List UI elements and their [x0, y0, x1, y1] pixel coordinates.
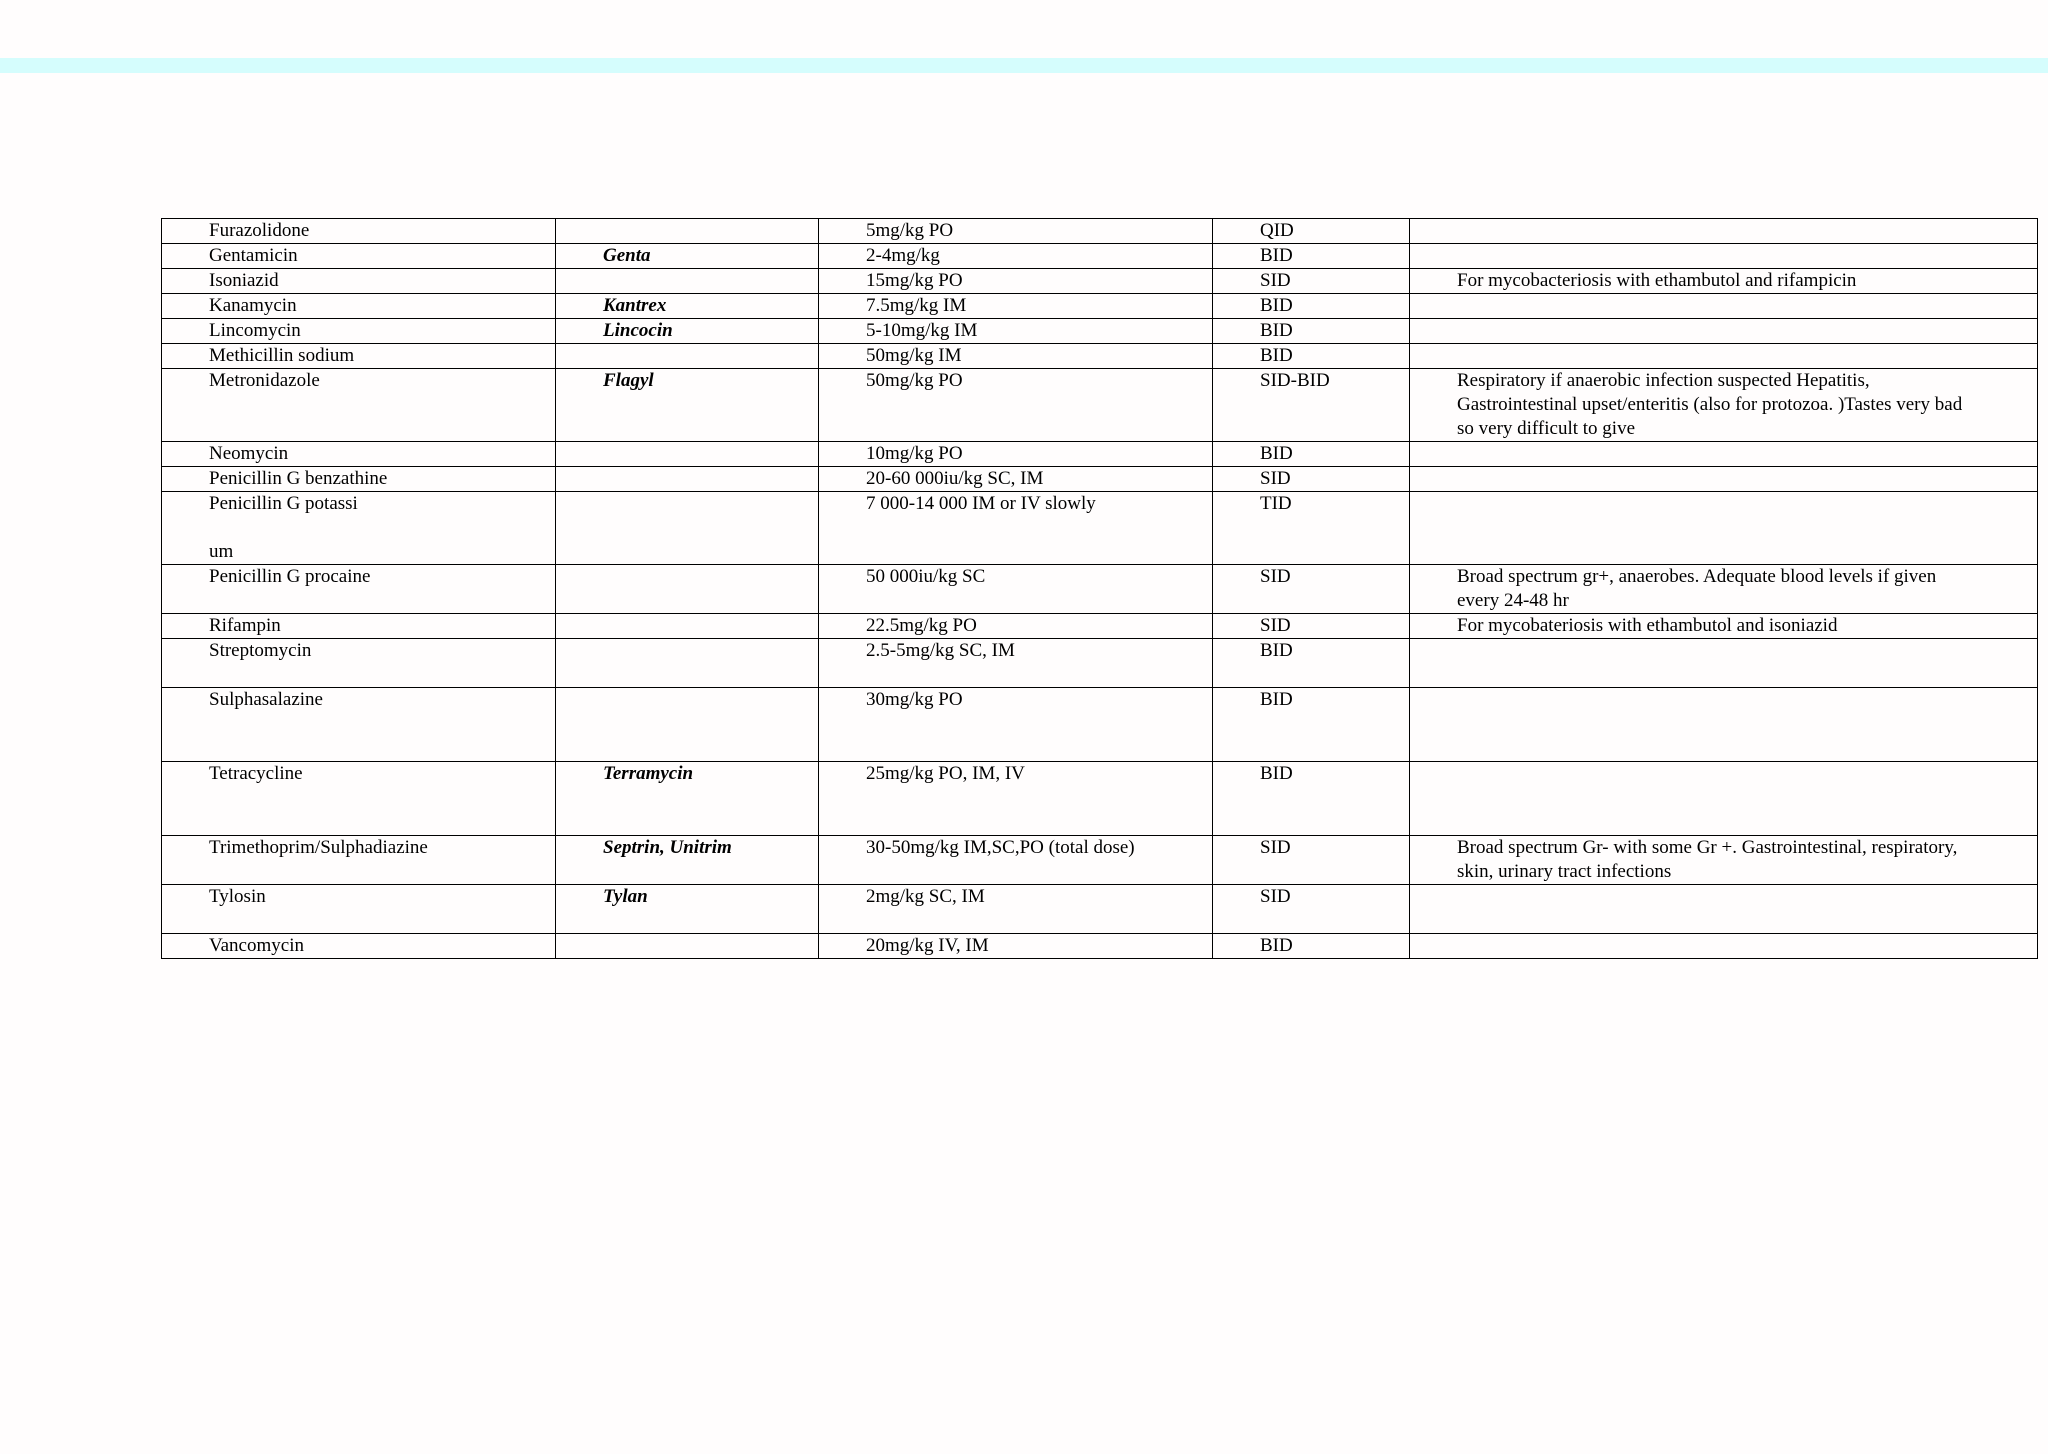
- antibiotic-dosage-table: [161, 218, 2038, 959]
- table-row: [162, 244, 2038, 269]
- table-row: [162, 492, 2038, 565]
- trade-name-cell: Kantrex: [556, 294, 819, 319]
- dose-cell: 50mg/kg PO: [819, 369, 1213, 442]
- table-row: [162, 219, 2038, 244]
- drug-name-cell: Penicillin G procaine: [162, 565, 556, 614]
- notes-cell: [1410, 219, 2038, 244]
- trade-name-cell: Terramycin: [556, 762, 819, 836]
- trade-name-cell: [556, 614, 819, 639]
- table-row: [162, 762, 2038, 836]
- dose-cell: 5mg/kg PO: [819, 219, 1213, 244]
- frequency-cell: SID: [1213, 467, 1410, 492]
- trade-name-cell: [556, 934, 819, 959]
- trade-name-cell: [556, 269, 819, 294]
- table-body: [162, 219, 2038, 959]
- frequency-cell: BID: [1213, 442, 1410, 467]
- notes-cell: [1410, 294, 2038, 319]
- notes-cell: [1410, 639, 2038, 688]
- frequency-cell: BID: [1213, 244, 1410, 269]
- trade-name-cell: [556, 639, 819, 688]
- table-row: [162, 467, 2038, 492]
- table-row: [162, 885, 2038, 934]
- trade-name-cell: Tylan: [556, 885, 819, 934]
- notes-cell: Broad spectrum gr+, anaerobes. Adequate blood levels if given every 24-48 hr: [1410, 565, 2038, 614]
- table-row: [162, 565, 2038, 614]
- dose-cell: 7 000-14 000 IM or IV slowly: [819, 492, 1213, 565]
- frequency-cell: SID: [1213, 885, 1410, 934]
- frequency-cell: SID: [1213, 614, 1410, 639]
- trade-name-cell: [556, 688, 819, 762]
- drug-name-cell: Neomycin: [162, 442, 556, 467]
- dose-cell: 22.5mg/kg PO: [819, 614, 1213, 639]
- trade-name-cell: [556, 344, 819, 369]
- dose-cell: 7.5mg/kg IM: [819, 294, 1213, 319]
- trade-name-cell: [556, 442, 819, 467]
- table-row: [162, 688, 2038, 762]
- table-row: [162, 294, 2038, 319]
- dose-cell: 30-50mg/kg IM,SC,PO (total dose): [819, 836, 1213, 885]
- frequency-cell: BID: [1213, 294, 1410, 319]
- dose-cell: 2.5-5mg/kg SC, IM: [819, 639, 1213, 688]
- dose-cell: 5-10mg/kg IM: [819, 319, 1213, 344]
- trade-name-cell: [556, 492, 819, 565]
- dose-cell: 2mg/kg SC, IM: [819, 885, 1213, 934]
- table-row: [162, 934, 2038, 959]
- frequency-cell: TID: [1213, 492, 1410, 565]
- dose-cell: 25mg/kg PO, IM, IV: [819, 762, 1213, 836]
- table-row: [162, 319, 2038, 344]
- drug-name-cell: Streptomycin: [162, 639, 556, 688]
- drug-name-cell: Sulphasalazine: [162, 688, 556, 762]
- frequency-cell: BID: [1213, 639, 1410, 688]
- dose-cell: 15mg/kg PO: [819, 269, 1213, 294]
- drug-name-cell: Trimethoprim/Sulphadiazine: [162, 836, 556, 885]
- drug-name-cell: Kanamycin: [162, 294, 556, 319]
- notes-cell: For mycobateriosis with ethambutol and isoniazid: [1410, 614, 2038, 639]
- dose-cell: 20-60 000iu/kg SC, IM: [819, 467, 1213, 492]
- table-row: [162, 836, 2038, 885]
- notes-cell: [1410, 467, 2038, 492]
- frequency-cell: SID: [1213, 269, 1410, 294]
- frequency-cell: BID: [1213, 344, 1410, 369]
- top-color-band: [0, 58, 2048, 73]
- drug-name-cell: Lincomycin: [162, 319, 556, 344]
- frequency-cell: BID: [1213, 688, 1410, 762]
- drug-name-cell: Penicillin G potassi um: [162, 492, 556, 565]
- dose-cell: 10mg/kg PO: [819, 442, 1213, 467]
- table-row: [162, 344, 2038, 369]
- notes-cell: [1410, 762, 2038, 836]
- trade-name-cell: [556, 565, 819, 614]
- trade-name-cell: Genta: [556, 244, 819, 269]
- drug-name-cell: Isoniazid: [162, 269, 556, 294]
- notes-cell: For mycobacteriosis with ethambutol and rifampicin: [1410, 269, 2038, 294]
- dose-cell: 20mg/kg IV, IM: [819, 934, 1213, 959]
- table-row: [162, 639, 2038, 688]
- drug-name-cell: Tetracycline: [162, 762, 556, 836]
- dose-cell: 30mg/kg PO: [819, 688, 1213, 762]
- frequency-cell: BID: [1213, 762, 1410, 836]
- trade-name-cell: Lincocin: [556, 319, 819, 344]
- dose-cell: 2-4mg/kg: [819, 244, 1213, 269]
- notes-cell: [1410, 492, 2038, 565]
- frequency-cell: SID: [1213, 565, 1410, 614]
- notes-cell: [1410, 934, 2038, 959]
- drug-name-cell: Gentamicin: [162, 244, 556, 269]
- notes-cell: [1410, 442, 2038, 467]
- drug-name-cell: Methicillin sodium: [162, 344, 556, 369]
- dose-cell: 50mg/kg IM: [819, 344, 1213, 369]
- trade-name-cell: [556, 219, 819, 244]
- drug-name-cell: Penicillin G benzathine: [162, 467, 556, 492]
- table-row: [162, 369, 2038, 442]
- table-row: [162, 269, 2038, 294]
- dose-cell: 50 000iu/kg SC: [819, 565, 1213, 614]
- notes-cell: [1410, 319, 2038, 344]
- drug-name-cell: Metronidazole: [162, 369, 556, 442]
- notes-cell: Broad spectrum Gr- with some Gr +. Gastrointestinal, respiratory, skin, urinary tract infections: [1410, 836, 2038, 885]
- table-row: [162, 614, 2038, 639]
- notes-cell: Respiratory if anaerobic infection suspected Hepatitis, Gastrointestinal upset/enteritis (also for protozoa. )Tastes very bad so very difficult to give: [1410, 369, 2038, 442]
- drug-name-cell: Rifampin: [162, 614, 556, 639]
- notes-cell: [1410, 885, 2038, 934]
- trade-name-cell: Septrin, Unitrim: [556, 836, 819, 885]
- notes-cell: [1410, 244, 2038, 269]
- table-row: [162, 442, 2038, 467]
- drug-name-cell: Furazolidone: [162, 219, 556, 244]
- trade-name-cell: Flagyl: [556, 369, 819, 442]
- notes-cell: [1410, 344, 2038, 369]
- trade-name-cell: [556, 467, 819, 492]
- drug-name-cell: Vancomycin: [162, 934, 556, 959]
- frequency-cell: BID: [1213, 934, 1410, 959]
- notes-cell: [1410, 688, 2038, 762]
- frequency-cell: QID: [1213, 219, 1410, 244]
- frequency-cell: SID: [1213, 836, 1410, 885]
- frequency-cell: BID: [1213, 319, 1410, 344]
- frequency-cell: SID-BID: [1213, 369, 1410, 442]
- drug-name-cell: Tylosin: [162, 885, 556, 934]
